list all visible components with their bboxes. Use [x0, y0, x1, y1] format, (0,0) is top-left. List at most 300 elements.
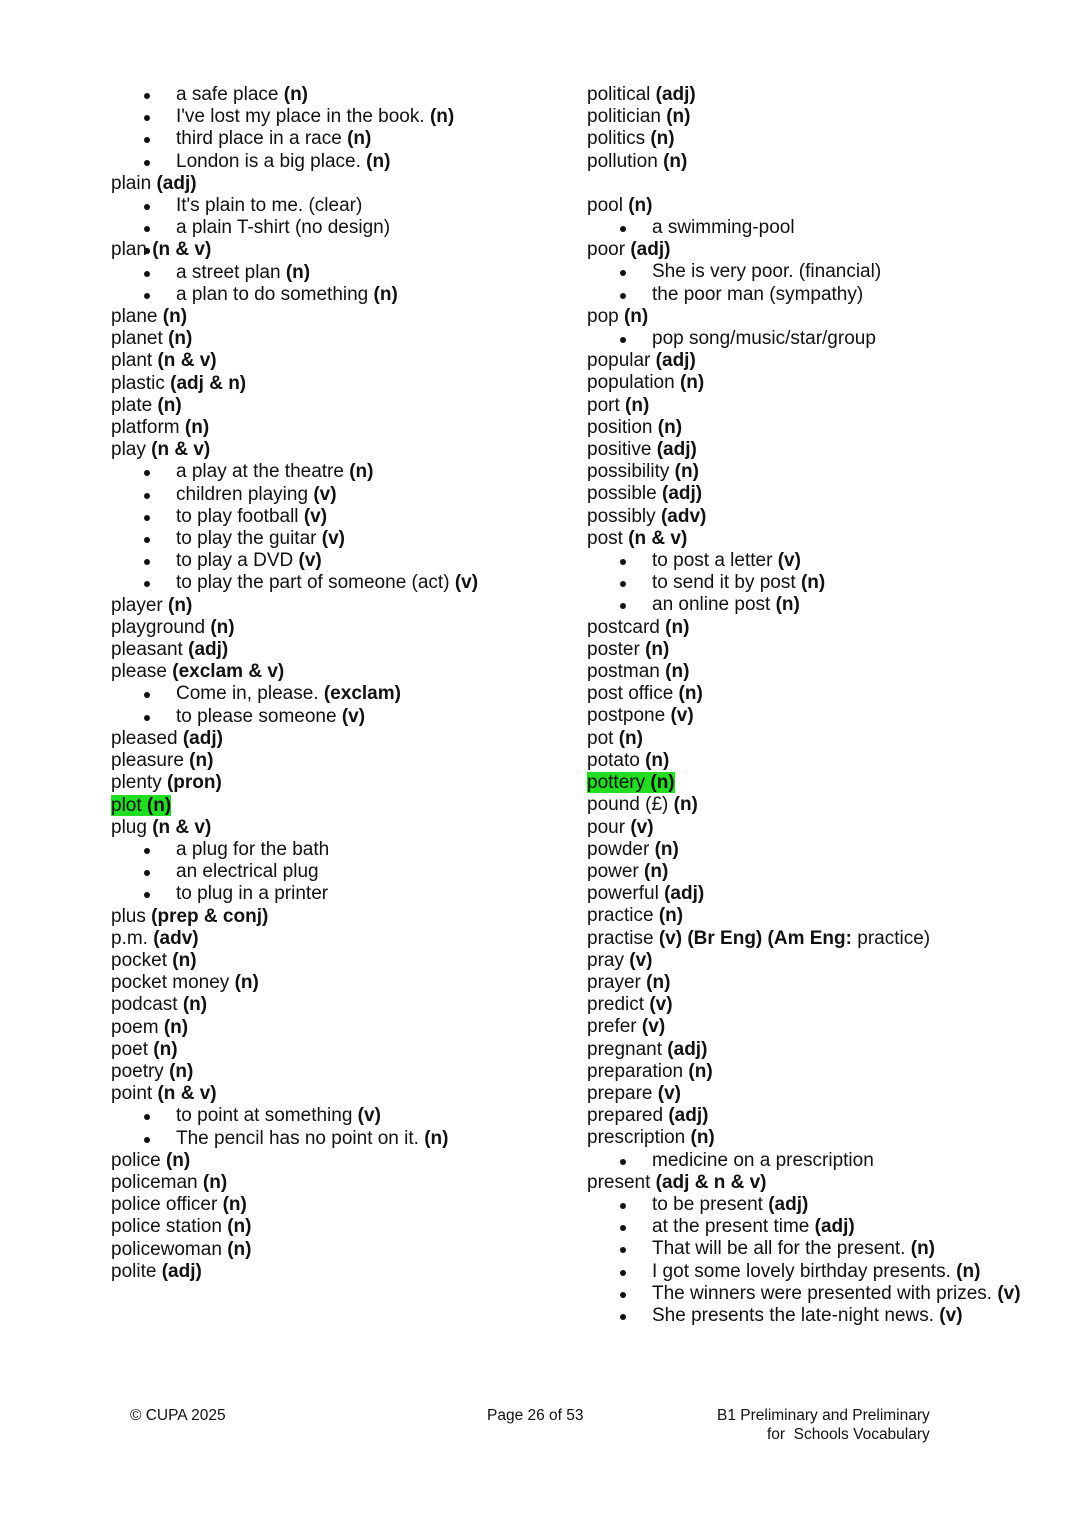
part-of-speech: (n) [285, 261, 311, 283]
example-text: to please someone [176, 705, 337, 727]
right-column [587, 84, 1057, 1327]
example-bullet [587, 1150, 1057, 1172]
left-column [111, 84, 551, 1283]
part-of-speech: (n & v) [157, 1083, 217, 1105]
part-of-speech: (n) [373, 283, 398, 305]
vocab-entry [111, 772, 551, 794]
vocab-entry [587, 1039, 1057, 1061]
vocab-entry [587, 817, 1057, 839]
headword: possible [587, 483, 657, 505]
headword: pray [587, 949, 624, 971]
part-of-speech: (adj) [768, 1193, 809, 1215]
footer-title-line-2: for Schools Vocabulary [766, 1426, 930, 1443]
example-bullet [111, 262, 551, 284]
part-of-speech: (n) [646, 971, 671, 993]
vocab-entry [587, 950, 1057, 972]
part-of-speech: (pron) [166, 772, 222, 794]
headword: post [587, 527, 623, 549]
headword: post office [587, 683, 674, 705]
part-of-speech: (v) [657, 1082, 682, 1104]
part-of-speech: (n & v) [152, 239, 212, 261]
headword: point [111, 1083, 153, 1105]
headword: poetry [111, 1060, 164, 1082]
part-of-speech: (n) [690, 1127, 715, 1149]
part-of-speech: (n) [678, 683, 703, 705]
example-text: I've lost my place in the book. [176, 106, 425, 128]
part-of-speech: (n) [657, 416, 683, 438]
headword: pour [587, 816, 626, 838]
vocab-entry [111, 972, 551, 994]
example-bullet [111, 106, 551, 128]
headword: playground [111, 616, 206, 638]
example-bullet [587, 217, 1057, 239]
part-of-speech: (n) [424, 1127, 449, 1149]
vocab-entry [111, 595, 551, 617]
example-text: London is a big place. [176, 150, 361, 172]
vocab-entry [111, 306, 551, 328]
part-of-speech: (n) [146, 794, 172, 816]
vocab-entry [587, 994, 1057, 1016]
example-text: a safe place [176, 84, 279, 105]
part-of-speech: (adj & n) [170, 372, 247, 394]
part-of-speech: (adj) [161, 1260, 202, 1282]
vocab-entry [111, 950, 551, 972]
part-of-speech: (n) [234, 972, 259, 994]
vocab-entry [111, 1216, 551, 1238]
vocab-entry [111, 817, 551, 839]
vocab-entry [111, 1061, 551, 1083]
headword: prepare [587, 1082, 653, 1104]
part-of-speech: (n) [366, 150, 391, 172]
headword: pocket [111, 949, 167, 971]
part-of-speech: (n) [956, 1260, 981, 1282]
part-of-speech: (n) [623, 305, 649, 327]
example-bullet [111, 484, 551, 506]
headword: prescription [587, 1127, 686, 1149]
section-gap [587, 173, 1057, 195]
part-of-speech: (n) [665, 616, 690, 638]
example-bullet [587, 594, 1057, 616]
part-of-speech: (v) [298, 550, 322, 572]
vocab-entry [587, 439, 1057, 461]
part-of-speech: (adj) [655, 84, 696, 105]
headword: planet [111, 328, 163, 350]
headword: pregnant [587, 1038, 663, 1060]
part-of-speech: (n) [429, 106, 455, 128]
example-bullet [111, 683, 551, 705]
vocab-entry [587, 1083, 1057, 1105]
example-bullet [587, 1305, 1057, 1327]
vocab-entry [111, 395, 551, 417]
part-of-speech: (adj) [668, 1105, 709, 1127]
vocab-entry [587, 528, 1057, 550]
part-of-speech: (prep & conj) [151, 905, 269, 927]
headword: pleasure [111, 750, 184, 772]
headword: plant [111, 350, 153, 372]
headword: police officer [111, 1194, 218, 1216]
headword: plug [111, 816, 147, 838]
headword: preparation [587, 1060, 684, 1082]
example-text: children playing [176, 483, 309, 505]
example-bullet [111, 195, 551, 217]
example-text: a plain T-shirt (no design) [176, 217, 391, 239]
example-bullet [111, 861, 551, 883]
highlighted-entry [587, 772, 675, 793]
example-bullet [587, 328, 1057, 350]
part-of-speech: (n) [165, 1149, 191, 1171]
example-bullet [111, 572, 551, 594]
part-of-speech: (n) [347, 128, 372, 150]
entry-note: practice) [851, 927, 931, 949]
example-text: She presents the late-night news. [652, 1304, 935, 1326]
example-text: a play at the theatre [176, 461, 344, 483]
vocab-entry [111, 417, 551, 439]
part-of-speech: (adj) [667, 1038, 708, 1060]
headword: present [587, 1171, 651, 1193]
example-text: a plan to do something [176, 283, 369, 305]
example-bullet [111, 706, 551, 728]
part-of-speech: (n) [775, 594, 800, 616]
vocab-entry [111, 328, 551, 350]
headword: policeman [111, 1171, 198, 1193]
part-of-speech: (v) [357, 1105, 381, 1127]
example-bullet [111, 128, 551, 150]
vocab-entry [587, 661, 1057, 683]
part-of-speech: (adj) [182, 727, 223, 749]
example-text: to be present [652, 1193, 763, 1215]
headword: police [111, 1149, 161, 1171]
headword: plus [111, 905, 146, 927]
vocab-entry [111, 373, 551, 395]
part-of-speech: (adv) [660, 505, 707, 527]
part-of-speech: (n) [665, 661, 690, 683]
vocab-entry [587, 639, 1057, 661]
example-bullet [587, 1194, 1057, 1216]
headword: practise [587, 927, 654, 949]
vocab-entry [587, 306, 1057, 328]
headword: prefer [587, 1016, 637, 1038]
headword: pool [587, 194, 623, 216]
vocab-entry [111, 750, 551, 772]
headword: population [587, 372, 675, 394]
headword: plate [111, 394, 153, 416]
part-of-speech: (adj) [662, 483, 703, 505]
headword: poster [587, 638, 640, 660]
headword: please [111, 661, 167, 683]
vocab-entry [587, 151, 1057, 173]
example-bullet [111, 461, 551, 483]
part-of-speech: (adv) [153, 927, 199, 949]
headword: pleased [111, 727, 178, 749]
headword: predict [587, 994, 645, 1016]
vocab-entry [587, 683, 1057, 705]
part-of-speech: (v) [629, 949, 653, 971]
headword: poet [111, 1038, 148, 1060]
example-text: She is very poor. (financial) [652, 261, 882, 283]
part-of-speech: (n) [654, 838, 679, 860]
example-text: medicine on a prescription [652, 1149, 874, 1171]
part-of-speech: (n) [202, 1171, 228, 1193]
example-bullet [111, 506, 551, 528]
vocab-entry [111, 994, 551, 1016]
example-text: The winners were presented with prizes. [652, 1282, 993, 1304]
headword: pleasant [111, 639, 183, 661]
headword: practice [587, 905, 654, 927]
example-bullet [587, 572, 1057, 594]
example-bullet [587, 1238, 1057, 1260]
headword: possibility [587, 461, 670, 483]
part-of-speech: (v) [454, 572, 479, 594]
part-of-speech: (v) [630, 816, 654, 838]
example-text: Come in, please. [176, 683, 319, 705]
vocab-entry [587, 905, 1057, 927]
vocab-entry [111, 239, 551, 261]
headword: pollution [587, 150, 658, 172]
example-bullet [587, 1216, 1057, 1238]
part-of-speech: (adj) [655, 350, 696, 372]
vocab-entry [587, 750, 1057, 772]
headword: position [587, 416, 653, 438]
vocab-entry [587, 1172, 1057, 1194]
part-of-speech: (v) [641, 1016, 666, 1038]
footer-document-title [717, 1406, 930, 1444]
example-text: to play the part of someone (act) [176, 572, 450, 594]
vocab-entry [111, 906, 551, 928]
headword: pottery [587, 772, 646, 794]
headword: platform [111, 417, 180, 439]
headword: plain [111, 172, 152, 194]
example-bullet [111, 84, 551, 106]
vocab-entry [111, 1172, 551, 1194]
vocab-entry [111, 1039, 551, 1061]
headword: political [587, 84, 651, 105]
part-of-speech: (v) [777, 550, 801, 572]
headword: postpone [587, 705, 666, 727]
footer-title-line-1: B1 Preliminary and Preliminary [717, 1407, 930, 1424]
example-bullet [111, 883, 551, 905]
part-of-speech: (v) (Br Eng) (Am Eng: [658, 927, 852, 949]
vocab-entry [587, 839, 1057, 861]
example-bullet [111, 1128, 551, 1150]
example-bullet [111, 217, 551, 239]
example-bullet [587, 1261, 1057, 1283]
part-of-speech: (adj & n & v) [655, 1171, 767, 1193]
part-of-speech: (n) [227, 1238, 252, 1260]
vocab-entry [587, 1016, 1057, 1038]
example-bullet [587, 284, 1057, 306]
example-text: That will be all for the present. [652, 1238, 906, 1260]
vocab-entry [587, 483, 1057, 505]
vocab-entry [111, 617, 551, 639]
part-of-speech: (v) [670, 705, 694, 727]
vocab-entry [111, 1083, 551, 1105]
example-text: a swimming-pool [652, 217, 795, 239]
vocab-entry [587, 1061, 1057, 1083]
vocab-entry [111, 1239, 551, 1261]
part-of-speech: (n) [650, 128, 675, 150]
part-of-speech: (n & v) [151, 439, 211, 461]
example-text: the poor man (sympathy) [652, 283, 864, 305]
vocab-entry [587, 794, 1057, 816]
headword: pound (£) [587, 794, 669, 816]
part-of-speech: (n) [800, 572, 826, 594]
part-of-speech: (adj) [664, 883, 705, 905]
headword: pop [587, 305, 619, 327]
part-of-speech: (n) [222, 1194, 247, 1216]
part-of-speech: (n) [283, 84, 309, 105]
headword: powerful [587, 883, 659, 905]
vocab-entry [587, 128, 1057, 150]
part-of-speech: (n) [644, 860, 669, 882]
part-of-speech: (n) [688, 1060, 713, 1082]
part-of-speech: (v) [649, 994, 673, 1016]
part-of-speech: (adj) [814, 1216, 855, 1238]
part-of-speech: (adj) [188, 639, 229, 661]
part-of-speech: (n) [679, 372, 705, 394]
vocab-entry [111, 795, 551, 817]
footer-page-number: Page 26 of 53 [487, 1407, 584, 1424]
part-of-speech: (n) [184, 417, 210, 439]
part-of-speech: (n) [674, 461, 699, 483]
headword: policewoman [111, 1238, 222, 1260]
part-of-speech: (n & v) [157, 350, 217, 372]
part-of-speech: (n) [168, 594, 193, 616]
part-of-speech: (n) [162, 306, 188, 328]
part-of-speech: (n) [645, 638, 670, 660]
headword: polite [111, 1260, 157, 1282]
example-text: to post a letter [652, 550, 773, 572]
headword: politician [587, 106, 661, 128]
part-of-speech: (n) [168, 328, 193, 350]
vocab-entry [587, 506, 1057, 528]
headword: possibly [587, 505, 656, 527]
vocab-entry [587, 1105, 1057, 1127]
part-of-speech: (n & v) [152, 816, 212, 838]
part-of-speech: (n) [153, 1038, 178, 1060]
example-text: to point at something [176, 1105, 353, 1127]
part-of-speech: (v) [321, 528, 345, 550]
vocab-entry [587, 883, 1057, 905]
part-of-speech: (v) [313, 483, 337, 505]
example-bullet [111, 1105, 551, 1127]
part-of-speech: (v) [341, 705, 366, 727]
vocab-entry [587, 106, 1057, 128]
vocab-entry [587, 417, 1057, 439]
part-of-speech: (n) [663, 150, 688, 172]
part-of-speech: (n) [172, 949, 197, 971]
part-of-speech: (n) [910, 1238, 936, 1260]
headword: poor [587, 239, 626, 261]
vocab-entry [587, 728, 1057, 750]
headword: police station [111, 1216, 222, 1238]
headword: plastic [111, 372, 165, 394]
part-of-speech: (n) [210, 616, 235, 638]
vocab-entry [111, 639, 551, 661]
vocab-entry [587, 972, 1057, 994]
part-of-speech: (n) [227, 1216, 252, 1238]
example-bullet [587, 1283, 1057, 1305]
headword: positive [587, 439, 652, 461]
part-of-speech: (adj) [156, 172, 197, 194]
headword: podcast [111, 994, 178, 1016]
headword: pot [587, 727, 614, 749]
part-of-speech: (n) [618, 727, 643, 749]
example-bullet [587, 261, 1057, 283]
headword: pocket money [111, 972, 230, 994]
part-of-speech: (adj) [656, 439, 697, 461]
example-text: a plug for the bath [176, 838, 330, 860]
example-text: an online post [652, 594, 771, 616]
vocab-entry [587, 350, 1057, 372]
headword: potato [587, 749, 640, 771]
vocab-entry [111, 661, 551, 683]
example-text: to send it by post [652, 572, 796, 594]
part-of-speech: (exclam & v) [172, 661, 285, 683]
vocab-entry [587, 372, 1057, 394]
headword: postman [587, 661, 660, 683]
example-text: to plug in a printer [176, 883, 329, 905]
part-of-speech: (adj) [630, 239, 671, 261]
example-text: The pencil has no point on it. [176, 1127, 419, 1149]
example-text: third place in a race [176, 128, 342, 150]
example-text: to play football [176, 505, 299, 527]
example-text: I got some lovely birthday presents. [652, 1260, 951, 1282]
example-text: It's plain to me. (clear) [176, 195, 363, 217]
vocab-entry [587, 617, 1057, 639]
example-text: pop song/music/star/group [652, 328, 876, 350]
headword: postcard [587, 616, 660, 638]
vocab-entry [587, 705, 1057, 727]
part-of-speech: (n) [658, 905, 684, 927]
headword: prepared [587, 1105, 664, 1127]
example-bullet [111, 284, 551, 306]
vocab-entry [111, 350, 551, 372]
part-of-speech: (n & v) [628, 527, 688, 549]
example-text: an electrical plug [176, 861, 319, 883]
vocab-entry [587, 461, 1057, 483]
example-bullet [587, 550, 1057, 572]
part-of-speech: (n) [650, 772, 675, 794]
headword: plenty [111, 772, 162, 794]
headword: prayer [587, 971, 641, 993]
vocab-entry [587, 928, 1057, 950]
vocab-entry [111, 1261, 551, 1283]
part-of-speech: (n) [169, 1060, 194, 1082]
vocab-entry [587, 84, 1057, 106]
part-of-speech: (n) [625, 394, 650, 416]
vocab-entry [111, 1017, 551, 1039]
part-of-speech: (n) [157, 394, 182, 416]
example-bullet [111, 839, 551, 861]
headword: plot [111, 794, 142, 816]
headword: port [587, 394, 620, 416]
part-of-speech: (n) [349, 461, 374, 483]
part-of-speech: (n) [673, 794, 698, 816]
footer-copyright: © CUPA 2025 [130, 1407, 226, 1424]
example-bullet [111, 528, 551, 550]
headword: plane [111, 306, 158, 328]
example-bullet [111, 550, 551, 572]
vocab-entry [111, 728, 551, 750]
part-of-speech: (exclam) [323, 683, 401, 705]
vocab-entry [111, 928, 551, 950]
part-of-speech: (n) [666, 106, 691, 128]
example-text: at the present time [652, 1216, 810, 1238]
headword: power [587, 860, 639, 882]
vocab-entry [111, 173, 551, 195]
headword: player [111, 594, 163, 616]
part-of-speech: (n) [163, 1016, 189, 1038]
